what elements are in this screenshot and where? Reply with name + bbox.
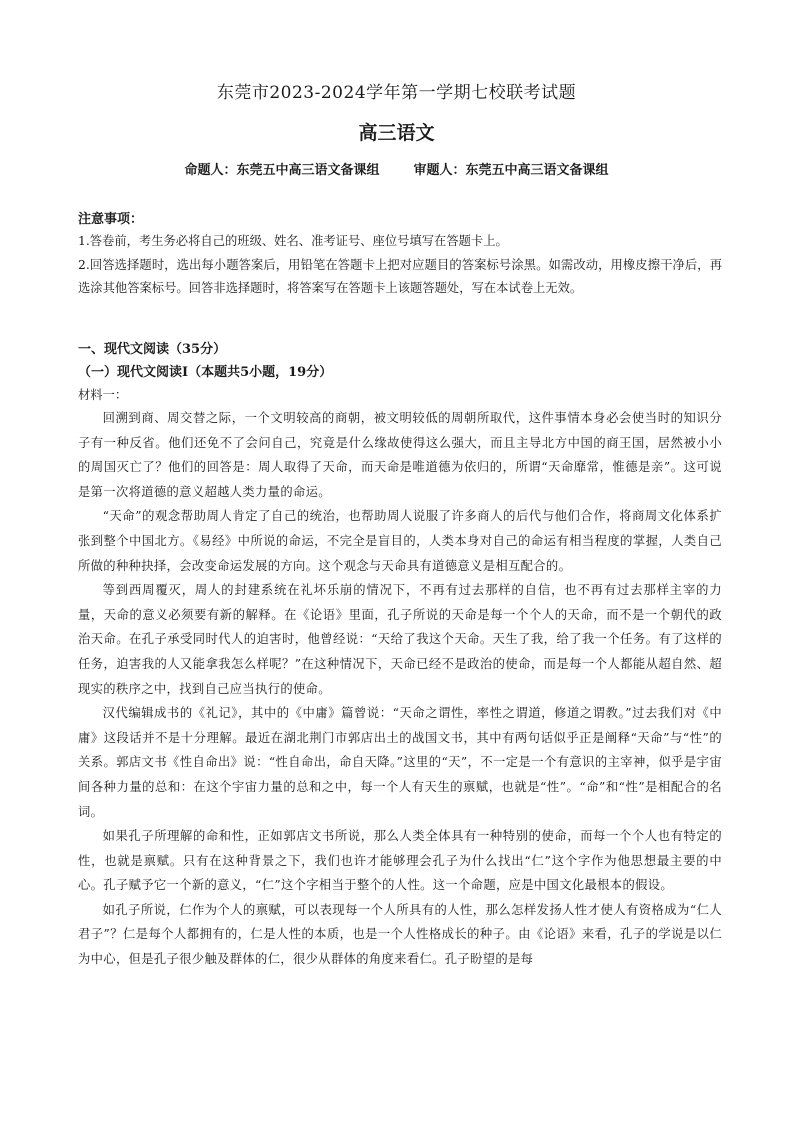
passage-paragraph: 汉代编辑成书的《礼记》，其中的《中庸》篇曾说：“天命之谓性，率性之谓道，修道之谓教。”过去我们对《中庸》这段话并不是十分理解。最近在湖北荆门市郭店出土的战国文书，其中有两句话似乎正是阐释“天命”与“性”的关系。郭店文书《性自命出》说：“性自命出，命自天降。”这里的“天”，不一定是一个有意识的主宰神，似乎是宇宙间各种力量的总和：在这个宇宙力量的总和之中，每一个人有天生的禀赋，也就是“性”。“命”和“性”是相配合的名词。 xyxy=(78,706,722,819)
notes-heading: 注意事项： xyxy=(78,212,144,227)
reviewer-text: 审题人：东莞五中高三语文备课组 xyxy=(413,163,609,178)
reading-passage xyxy=(78,406,722,972)
passage-paragraph: 如孔子所说，仁作为个人的禀赋，可以表现每一个人所具有的人性，那么怎样发扬人性才使人有资格成为“仁人君子”？仁是每个人都拥有的，仁是人性的本质，也是一个人性格成长的种子。由《论语》来看，孔子的学说是以仁为中心，但是孔子很少触及群体的仁，很少从群体的角度来看仁。孔子盼望的是每 xyxy=(78,902,722,967)
exam-title: 东莞市2023-2024学年第一学期七校联考试题 xyxy=(216,83,577,103)
passage-paragraph: 回溯到商、周交替之际，一个文明较高的商朝，被文明较低的周朝所取代，这件事情本身必会使当时的知识分子有一种反省。他们还免不了会问自己，究竟是什么缘故使得这么强大，而且主导北方中国的商王国，居然被小小的周国灭亡了？他们的回答是：周人取得了天命，而天命是唯道德为依归的，所谓“天命靡常，惟德是亲”。这可说是第一次将道德的意义超越人类力量的命运。 xyxy=(78,411,722,499)
passage-paragraph: 如果孔子所理解的命和性，正如郭店文书所说，那么人类全体具有一种特别的使命，而每一个个人也有特定的性，也就是禀赋。只有在这种背景之下，我们也许才能够理会孔子为什么找出“仁”这个字作为他思想最主要的中心。孔子赋予它一个新的意义，“仁”这个字相当于整个的人性。这一个命题，应是中国文化最根本的假设。 xyxy=(78,829,722,893)
subsection-heading: （一）现代文阅读I（本题共5小题，19分） xyxy=(78,365,333,380)
material-label: 材料一： xyxy=(78,388,128,402)
section-heading: 一、现代文阅读（35分） xyxy=(78,342,227,357)
subject-title: 高三语文 xyxy=(358,122,435,144)
passage-paragraph: 等到西周覆灭，周人的封建系统在礼坏乐崩的情况下，不再有过去那样的自信，也不再有过去那样主宰的力量，天命的意义必须要有新的解释。在《论语》里面，孔子所说的天命是每一个个人的天命，而不是一个朝代的政治天命。在孔子承受同时代人的迫害时，他曾经说：“天给了我这个天命。天生了我，给了我一个任务。有了这样的任务，迫害我的人又能拿我怎么样呢？”在这种情况下，天命已经不是政治的使命，而是每一个人都能从超自然、超现实的秩序之中，找到自己应当执行的使命。 xyxy=(78,583,722,696)
passage-paragraph: “天命”的观念帮助周人肯定了自己的统治，也帮助周人说服了许多商人的后代与他们合作，将商周文化体系扩张到整个中国北方。《易经》中所说的命运，不完全是盲目的，人类本身对自己的命运有相当程度的掌握，人类自己所做的种种抉择，会改变命运发展的方向。这个观念与天命具有道德意义是相互配合的。 xyxy=(78,509,722,573)
note-item: 1.答卷前，考生务必将自己的班级、姓名、准考证号、座位号填写在答题卡上。 xyxy=(78,234,508,248)
setter-text: 命题人：东莞五中高三语文备课组 xyxy=(184,163,380,178)
note-item: 2.回答选择题时，选出每小题答案后，用铅笔在答题卡上把对应题目的答案标号涂黑。如需改动，用橡皮擦干净后，再选涂其他答案标号。回答非选择题时，将答案写在答题卡上该题答题处，写在本试卷上无效。 xyxy=(78,257,722,295)
notes-list xyxy=(78,230,722,301)
author-line xyxy=(0,159,793,178)
